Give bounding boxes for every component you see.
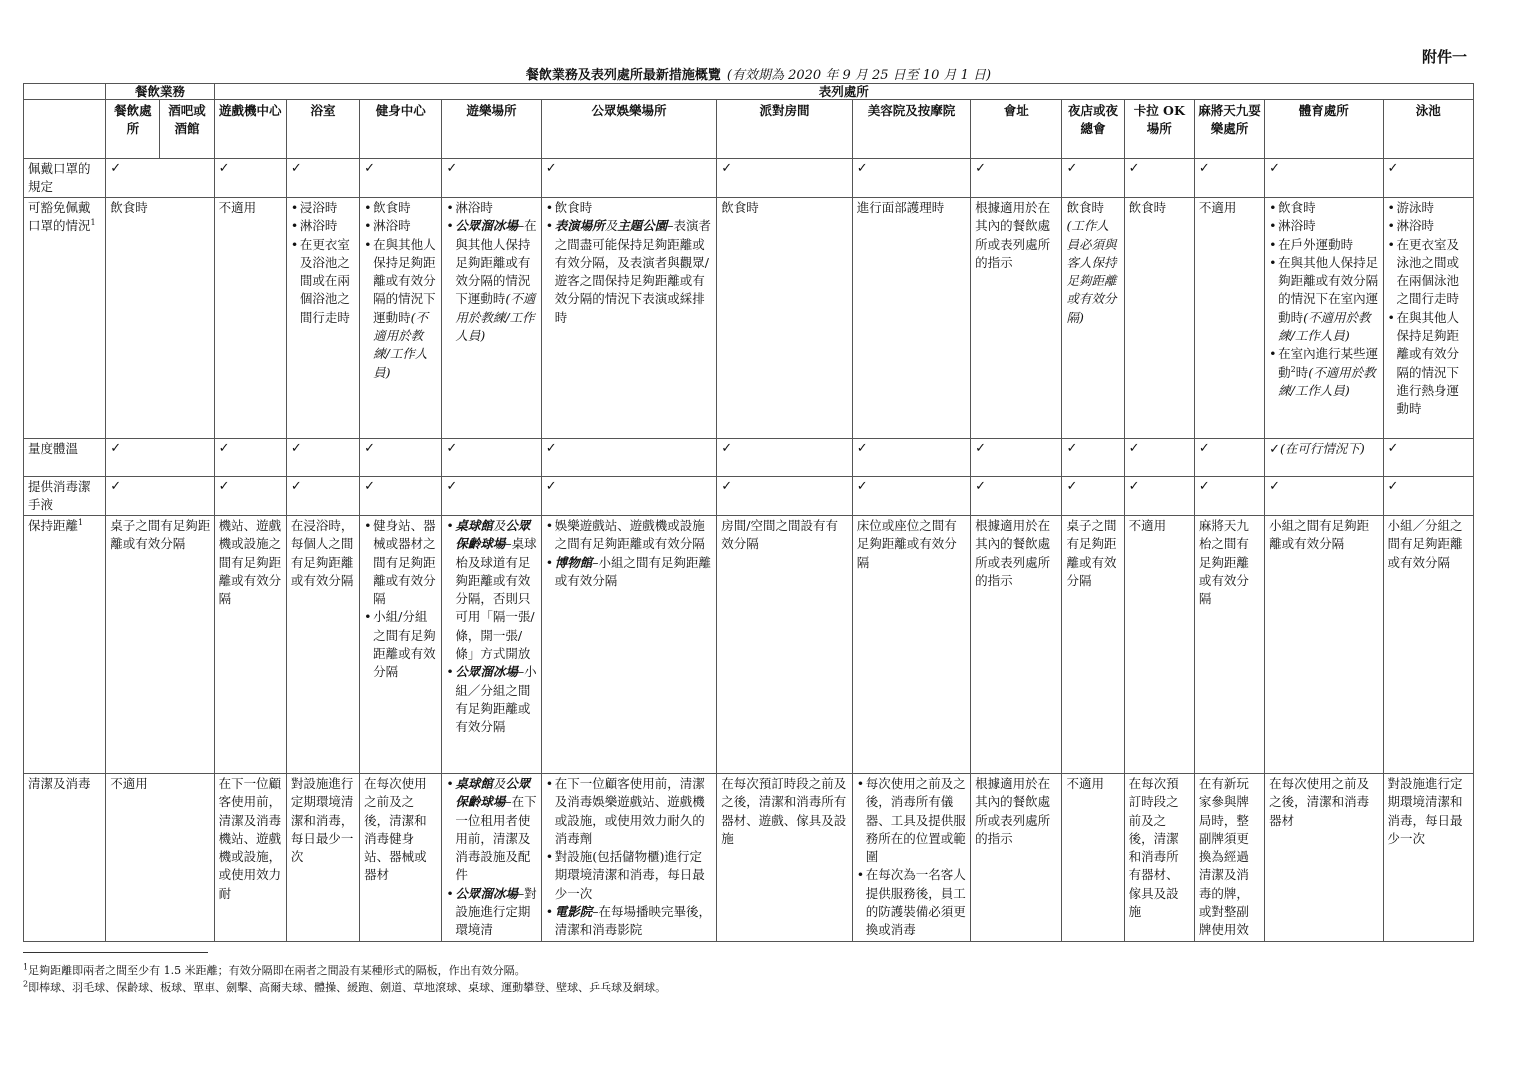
col-entertainment: 公眾娛樂場所	[541, 100, 717, 159]
page-title	[0, 64, 1517, 83]
row-label-exempt: 可豁免佩戴口罩的情況$^1$	[24, 198, 106, 439]
cell-exempt-mahjong: 不適用	[1194, 198, 1264, 439]
check-mark: ✓	[717, 477, 852, 516]
list-item: • 電影院–在每場播映完畢後，清潔和消毒影院	[546, 903, 714, 940]
cell-cleaning-arcade: 在下一位顧客使用前，清潔及消毒機站、遊戲機或設施，或使用效力耐	[214, 774, 286, 942]
col-karaoke: 卡拉 OK 場所	[1124, 100, 1194, 159]
list-item: • 公眾溜冰場–在與其他人保持足夠距離或有效分隔的情況下運動時(不適用於教練/工作人員)	[446, 217, 537, 345]
list-item: • 桌球館及公眾保齡球場–桌球枱及球道有足夠距離或有效分隔，否則只可用「隔一張/條，開一張/條」方式開放	[446, 517, 537, 663]
cell-distancing-karaoke: 不適用	[1124, 516, 1194, 774]
cell-exempt-nightclub: 飲食時(工作人員必須與客人保持足夠距離或有效分隔)	[1062, 198, 1124, 439]
cell-distancing-fitness	[360, 516, 442, 774]
cell-cleaning-mahjong: 在有新玩家參與牌局時，整副牌須更換為經過清潔及消毒的牌，或對整副牌使用效	[1194, 774, 1264, 942]
cell-exempt-karaoke: 飲食時	[1124, 198, 1194, 439]
check-mark: ✓	[1062, 439, 1124, 477]
col-arcade: 遊戲機中心	[214, 100, 286, 159]
list-item: • 在每次為一名客人提供服務後，員工的防護裝備必須更換或消毒	[857, 866, 967, 939]
check-mark: ✓	[442, 439, 541, 477]
title-validity: (有效期為 2020 年 9 月 25 日至 10 月 1 日)	[726, 68, 992, 83]
check-mark: ✓	[1265, 477, 1383, 516]
check-mark: ✓	[541, 439, 717, 477]
check-mark: ✓	[1124, 159, 1194, 198]
cell-exempt-bath	[286, 198, 359, 439]
group-scheduled: 表列處所	[214, 84, 1473, 100]
cell-cleaning-sports: 在每次使用之前及之後，清潔和消毒器材	[1265, 774, 1383, 942]
cell-distancing-amusement	[442, 516, 541, 774]
cell-distancing-pool: 小組／分組之間有足夠距離或有效分隔	[1383, 516, 1474, 774]
footnote-2: $^2$即棒球、羽毛球、保齡球、板球、單車、劍擊、高爾夫球、體操、緩跑、劍道、草地滾球、桌球、運動攀登、壁球、乒乓球及網球。	[23, 979, 667, 994]
check-mark: ✓	[1194, 159, 1264, 198]
cell-exempt-arcade: 不適用	[214, 198, 286, 439]
cell-cleaning-pool: 對設施進行定期環境清潔和消毒，每日最少一次	[1383, 774, 1474, 942]
list-item: • 在與其他人保持足夠距離或有效分隔的情況下進行熱身運動時	[1388, 309, 1471, 419]
list-item: • 公眾溜冰場–對設施進行定期環境清	[446, 885, 537, 940]
table-row-mask	[24, 159, 1474, 198]
list-item: • 博物館–小組之間有足夠距離或有效分隔	[546, 554, 714, 591]
row-label-mask: 佩戴口罩的規定	[24, 159, 106, 198]
list-item: • 游泳時	[1388, 199, 1471, 217]
list-item: • 淋浴時	[1388, 217, 1471, 235]
cell-distancing-entertainment	[541, 516, 717, 774]
list-item: • 小組/分組之間有足夠距離或有效分隔	[364, 608, 438, 681]
table-row-cleaning	[24, 774, 1474, 942]
cell-exempt-beauty: 進行面部護理時	[852, 198, 970, 439]
check-mark: ✓	[106, 477, 214, 516]
cell-exempt-sports	[1265, 198, 1383, 439]
col-bath: 浴室	[286, 100, 359, 159]
cell-cleaning-catering: 不適用	[106, 774, 214, 942]
check-mark: ✓	[1194, 477, 1264, 516]
list-item: • 在更衣室及泳池之間或在兩個泳池之間行走時	[1388, 236, 1471, 309]
col-club: 會址	[971, 100, 1062, 159]
cell-cleaning-bath: 對設施進行定期環境清潔和消毒，每日最少一次	[286, 774, 359, 942]
group-catering: 餐飲業務	[106, 84, 214, 100]
list-item: • 在室內進行某些運動$^2$時(不適用於教練/工作人員)	[1269, 345, 1379, 400]
check-mark: ✓	[442, 159, 541, 198]
check-mark: ✓	[852, 159, 970, 198]
check-mark: ✓	[1383, 477, 1474, 516]
measures-table	[23, 83, 1474, 942]
list-item: • 淋浴時	[291, 217, 356, 235]
cell-exempt-club: 根據適用於在其內的餐飲處所或表列處所的指示	[971, 198, 1062, 439]
col-fitness: 健身中心	[360, 100, 442, 159]
list-item: • 浸浴時	[291, 199, 356, 217]
list-item: • 公眾溜冰場–小組／分組之間有足夠距離或有效分隔	[446, 663, 537, 736]
list-item: • 桌球館及公眾保齡球場–在下一位租用者使用前，清潔及消毒設施及配件	[446, 775, 537, 885]
col-party: 派對房間	[717, 100, 852, 159]
check-mark: ✓	[286, 439, 359, 477]
cell-exempt-amusement	[442, 198, 541, 439]
list-item: • 飲食時	[1269, 199, 1379, 217]
check-mark: ✓	[541, 477, 717, 516]
cell-cleaning-fitness: 在每次使用之前及之後，清潔和消毒健身站、器械或器材	[360, 774, 442, 942]
row-label-sanitizer: 提供消毒潔手液	[24, 477, 106, 516]
check-mark: ✓	[214, 439, 286, 477]
check-mark: ✓	[717, 439, 852, 477]
check-mark: ✓	[717, 159, 852, 198]
title-main: 餐飲業務及表列處所最新措施概覽	[525, 68, 721, 83]
cell-exempt-pool	[1383, 198, 1474, 439]
cell-cleaning-club: 根據適用於在其內的餐飲處所或表列處所的指示	[971, 774, 1062, 942]
check-mark: ✓	[1265, 159, 1383, 198]
list-item: • 飲食時	[546, 199, 714, 217]
table-row-temperature	[24, 439, 1474, 477]
row-label-distancing: 保持距離$^1$	[24, 516, 106, 774]
cell-distancing-beauty: 床位或座位之間有足夠距離或有效分隔	[852, 516, 970, 774]
cell-cleaning-entertainment	[541, 774, 717, 942]
col-catering: 餐飲處所	[106, 100, 160, 159]
check-mark: ✓	[1194, 439, 1264, 477]
row-label-temperature: 量度體溫	[24, 439, 106, 477]
check-mark: ✓	[106, 439, 214, 477]
footnote-1: $^1$足夠距離即兩者之間至少有 1.5 米距離；有效分隔即在兩者之間設有某種形式的隔板，作出有效分隔。	[23, 962, 526, 977]
check-mark: ✓	[541, 159, 717, 198]
col-mahjong: 麻將天九耍樂處所	[1194, 100, 1264, 159]
check-mark: ✓	[106, 159, 214, 198]
cell-cleaning-nightclub: 不適用	[1062, 774, 1124, 942]
cell-exempt-party: 飲食時	[717, 198, 852, 439]
list-item: • 在更衣室及浴池之間或在兩個浴池之間行走時	[291, 236, 356, 327]
col-bar: 酒吧或酒館	[160, 100, 214, 159]
check-mark: ✓	[360, 159, 442, 198]
check-mark: ✓	[214, 159, 286, 198]
cell-distancing-mahjong: 麻將天九枱之間有足夠距離或有效分隔	[1194, 516, 1264, 774]
check-mark: ✓	[1383, 159, 1474, 198]
row-label-cleaning: 清潔及消毒	[24, 774, 106, 942]
list-item: • 淋浴時	[1269, 217, 1379, 235]
cell-cleaning-party: 在每次預訂時段之前及之後，清潔和消毒所有器材、遊戲、傢具及設施	[717, 774, 852, 942]
list-item: • 在與其他人保持足夠距離或有效分隔的情況下在室內運動時(不適用於教練/工作人員)	[1269, 254, 1379, 345]
cell-distancing-sports: 小組之間有足夠距離或有效分隔	[1265, 516, 1383, 774]
group-header-row	[24, 84, 1474, 100]
list-item: • 淋浴時	[446, 199, 537, 217]
column-header-row	[24, 100, 1474, 159]
table-row-sanitizer	[24, 477, 1474, 516]
col-nightclub: 夜店或夜總會	[1062, 100, 1124, 159]
list-item: • 飲食時	[364, 199, 438, 217]
check-mark: ✓	[1124, 439, 1194, 477]
cell-exempt-entertainment	[541, 198, 717, 439]
check-mark: ✓	[852, 477, 970, 516]
cell-distancing-club: 根據適用於在其內的餐飲處所或表列處所的指示	[971, 516, 1062, 774]
col-beauty: 美容院及按摩院	[852, 100, 970, 159]
cell-distancing-catering: 桌子之間有足夠距離或有效分隔	[106, 516, 214, 774]
cell-cleaning-amusement	[442, 774, 541, 942]
cell-distancing-nightclub: 桌子之間有足夠距離或有效分隔	[1062, 516, 1124, 774]
col-amusement: 遊樂場所	[442, 100, 541, 159]
cell-exempt-catering: 飲食時	[106, 198, 214, 439]
list-item: • 在與其他人保持足夠距離或有效分隔的情況下運動時(不適用於教練/工作人員)	[364, 236, 438, 382]
col-sports: 體育處所	[1265, 100, 1383, 159]
footnote-divider	[23, 952, 208, 953]
list-item: • 每次使用之前及之後，消毒所有儀器、工具及提供服務所在的位置或範圍	[857, 775, 967, 866]
list-item: • 健身站、器械或器材之間有足夠距離或有效分隔	[364, 517, 438, 608]
cell-cleaning-karaoke: 在每次預訂時段之前及之後，清潔和消毒所有器材、傢具及設施	[1124, 774, 1194, 942]
table-row-distancing	[24, 516, 1474, 774]
check-mark: ✓	[214, 477, 286, 516]
cell-temperature-sports: ✓(在可行情況下)	[1265, 439, 1383, 477]
col-pool: 泳池	[1383, 100, 1474, 159]
list-item: • 對設施(包括儲物櫃)進行定期環境清潔和消毒，每日最少一次	[546, 848, 714, 903]
cell-distancing-party: 房間/空間之間設有有效分隔	[717, 516, 852, 774]
check-mark: ✓	[360, 439, 442, 477]
cell-cleaning-beauty	[852, 774, 970, 942]
check-mark: ✓	[1124, 477, 1194, 516]
check-mark: ✓	[286, 477, 359, 516]
cell-distancing-arcade: 機站、遊戲機或設施之間有足夠距離或有效分隔	[214, 516, 286, 774]
table-row-exempt	[24, 198, 1474, 439]
check-mark: ✓	[971, 159, 1062, 198]
list-item: • 淋浴時	[364, 217, 438, 235]
annex-label: 附件一	[1422, 48, 1468, 66]
check-mark: ✓	[852, 439, 970, 477]
list-item: • 表演場所及主題公園–表演者之間盡可能保持足夠距離或有效分隔，及表演者與觀眾/遊客之間保持足夠距離或有效分隔的情況下表演或綵排時	[546, 217, 714, 327]
check-mark: ✓	[971, 439, 1062, 477]
check-mark: ✓	[1062, 159, 1124, 198]
cell-distancing-bath: 在浸浴時，每個人之間有足夠距離或有效分隔	[286, 516, 359, 774]
check-mark: ✓	[442, 477, 541, 516]
cell-exempt-fitness	[360, 198, 442, 439]
check-mark: ✓	[286, 159, 359, 198]
list-item: • 在戶外運動時	[1269, 236, 1379, 254]
check-mark: ✓	[360, 477, 442, 516]
list-item: • 娛樂遊戲站、遊戲機或設施之間有足夠距離或有效分隔	[546, 517, 714, 554]
list-item: • 在下一位顧客使用前，清潔及消毒娛樂遊戲站、遊戲機或設施，或使用效力耐久的消毒劑	[546, 775, 714, 848]
check-mark: ✓	[1062, 477, 1124, 516]
check-mark: ✓	[971, 477, 1062, 516]
check-mark: ✓	[1383, 439, 1474, 477]
